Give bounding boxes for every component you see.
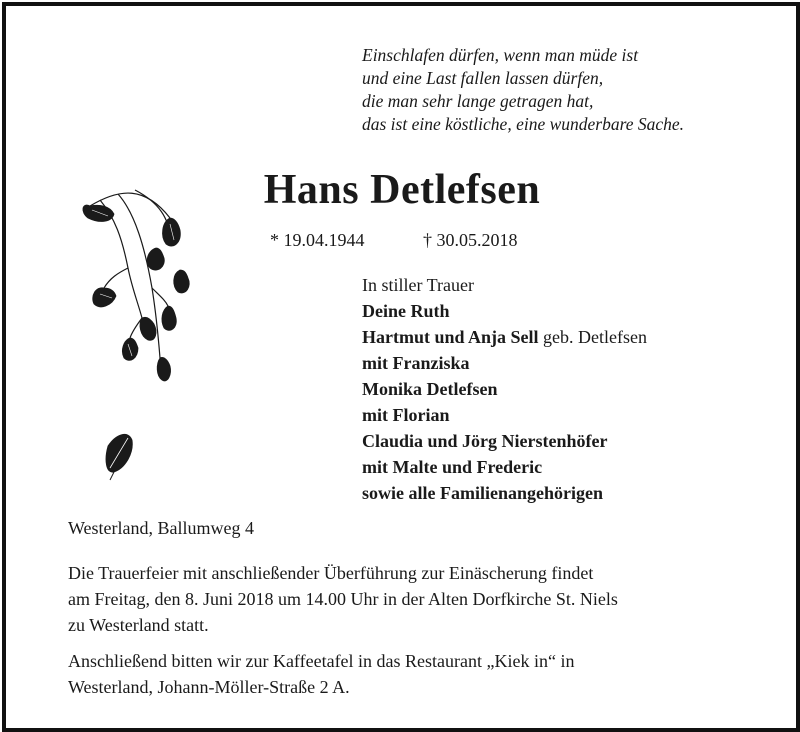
ceremony-line: am Freitag, den 8. Juni 2018 um 14.00 Uhr in der Alten Dorfkirche St. Niels [68, 589, 618, 609]
reception-line: Westerland, Johann-Möller-Straße 2 A. [68, 677, 350, 697]
mourner-line: mit Franziska [362, 353, 470, 373]
mourner-line: Monika Detlefsen [362, 379, 498, 399]
birth-date: * 19.04.1944 [270, 230, 365, 250]
poem [362, 44, 684, 136]
poem-line: die man sehr lange getragen hat, [362, 91, 594, 111]
mourner-line: Deine Ruth [362, 301, 450, 321]
reception-line: Anschließend bitten wir zur Kaffeetafel in das Restaurant „Kiek in“ in [68, 651, 575, 671]
ceremony-line: Die Trauerfeier mit anschließender Überführung zur Einäscherung findet [68, 563, 594, 583]
mourner-line: mit Florian [362, 405, 450, 425]
poem-line: und eine Last fallen lassen dürfen, [362, 68, 604, 88]
poem-line: Einschlafen dürfen, wenn man müde ist [362, 45, 639, 65]
mourner-line: sowie alle Familienangehörigen [362, 483, 603, 503]
reception-paragraph [68, 648, 575, 700]
mourner-line [362, 324, 647, 350]
deceased-name: Hans Detlefsen [263, 167, 541, 213]
death-date: † 30.05.2018 [423, 230, 518, 250]
mourners-list [362, 272, 647, 506]
mourners-intro: In stiller Trauer [362, 275, 474, 295]
family-address: Westerland, Ballumweg 4 [68, 518, 255, 538]
birch-branch-illustration [60, 178, 200, 508]
ceremony-line: zu Westerland statt. [68, 615, 209, 635]
mourner-name: Hartmut und Anja Sell [362, 327, 539, 347]
ceremony-paragraph [68, 560, 618, 638]
poem-line: das ist eine köstliche, eine wunderbare Sache. [362, 114, 685, 134]
mourner-line: mit Malte und Frederic [362, 457, 543, 477]
mourner-line: Claudia und Jörg Nierstenhöfer [362, 431, 608, 451]
mourner-maiden-name: geb. Detlefsen [538, 327, 647, 347]
